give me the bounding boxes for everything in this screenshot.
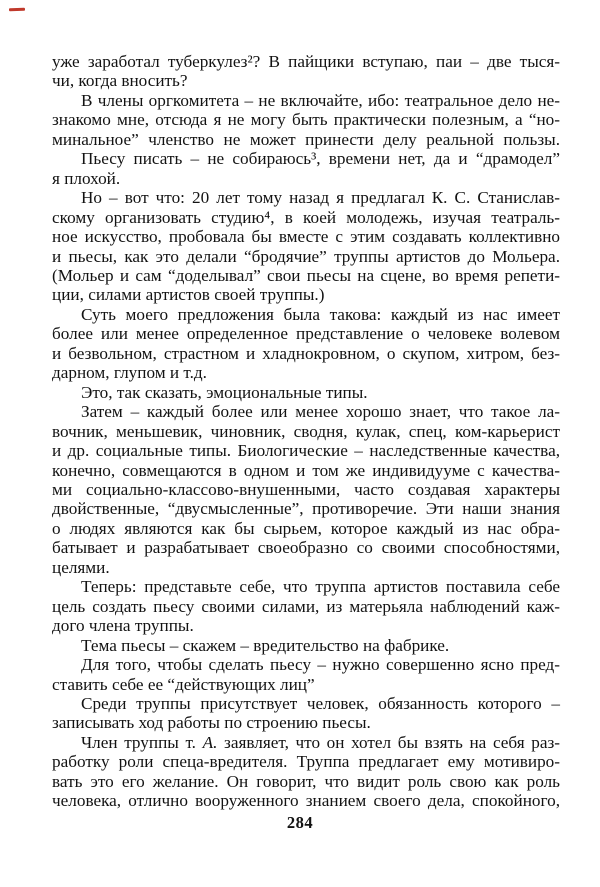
text-line: вать это его желание. Он говорит, что видит роль свою как роль	[52, 771, 560, 791]
text-line: Но – вот что: 20 лет тому назад я предлагал К. С. Станислав-	[81, 188, 560, 208]
text-line: Затем – каждый более или менее хорошо знает, что такое ла-	[81, 402, 560, 422]
text-line: Среди труппы присутствует человек, обязанность которого –	[81, 693, 560, 713]
text-line: Для того, чтобы сделать пьесу – нужно совершенно ясно пред-	[81, 655, 560, 675]
text-line: конечно, совмещаются в одном и том же индивидууме с качества-	[52, 460, 560, 480]
text-line: цель создать пьесу своими силами, из матерьяла наблюдений каж-	[52, 596, 560, 616]
text-line: Это, так сказать, эмоциональные типы.	[81, 382, 368, 402]
text-line: целями.	[52, 557, 110, 577]
text-line: ставить себе ее “действующих лиц”	[52, 674, 315, 694]
text-line: более или менее определенное представление о человеке волевом	[52, 324, 560, 344]
text-line: дарном, глупом и т.д.	[52, 363, 207, 383]
text-line: батывает и разрабатывает своеобразно со своими способностями,	[52, 538, 560, 558]
text-line: я плохой.	[52, 168, 121, 188]
text-line: ное искусство, пробовала бы вместе с этим создавать коллективно	[52, 227, 560, 247]
text-line: Суть моего предложения была такова: каждый из нас имеет	[81, 304, 560, 324]
text-line: Тема пьесы – скажем – вредительство на фабрике.	[81, 635, 450, 655]
text-line: работку роли спеца-вредителя. Труппа предлагает ему мотивиро-	[52, 752, 560, 772]
text-line: о людях являются как бы сырьем, которое каждый из нас обра-	[52, 518, 560, 538]
text-line: скому организовать студию⁴, в коей молодежь, изучая театраль-	[52, 207, 560, 227]
text-line: и др. социальные типы. Биологические – наследственные качества,	[52, 441, 560, 461]
text-line: ции, силами артистов своей труппы.)	[52, 285, 325, 305]
text-line: Пьесу писать – не собираюсь³, времени нет, да и “драмодел”	[81, 149, 560, 169]
text-line: минальное” членство не может принести делу реальной пользы.	[52, 129, 560, 149]
text-line: ми социально-классово-внушенными, часто создавая характеры	[52, 479, 560, 499]
text-line: знакомо мне, отсюда я не могу быть практически полезным, а “но-	[52, 110, 560, 130]
text-line: и безвольном, страстном и хладнокровном, о скупом, хитром, без-	[52, 343, 560, 363]
page-text	[52, 52, 560, 811]
text-line: и пьесы, как это делали “бродячие” труппы артистов до Мольера.	[52, 246, 560, 266]
text-line: человека, отлично вооруженного знанием своего дела, спокойного,	[52, 791, 560, 811]
text-line: Член труппы т. А. заявляет, что он хотел бы взять на себя раз-	[81, 732, 560, 752]
text-line: дого члена труппы.	[52, 616, 194, 636]
red-pen-mark	[9, 8, 25, 12]
text-line: вочник, меньшевик, чиновник, сводня, кулак, спец, ком-карьерист	[52, 421, 560, 441]
text-line: чи, когда вносить?	[52, 71, 188, 91]
page-number: 284	[286, 813, 314, 832]
text-line: Теперь: представьте себе, что труппа артистов поставила себе	[81, 577, 560, 597]
text-line: (Мольер и сам “доделывал” свои пьесы на сцене, во время репети-	[52, 265, 560, 285]
text-line: В члены оргкомитета – не включайте, ибо: театральное дело не-	[81, 90, 560, 110]
text-line: двойственные, “двусмысленные”, противоречие. Эти наши знания	[52, 499, 560, 519]
text-line: записывать ход работы по строению пьесы.	[52, 713, 371, 733]
text-line: уже заработал туберкулез²? В пайщики вступаю, паи – две тыся-	[52, 52, 560, 71]
